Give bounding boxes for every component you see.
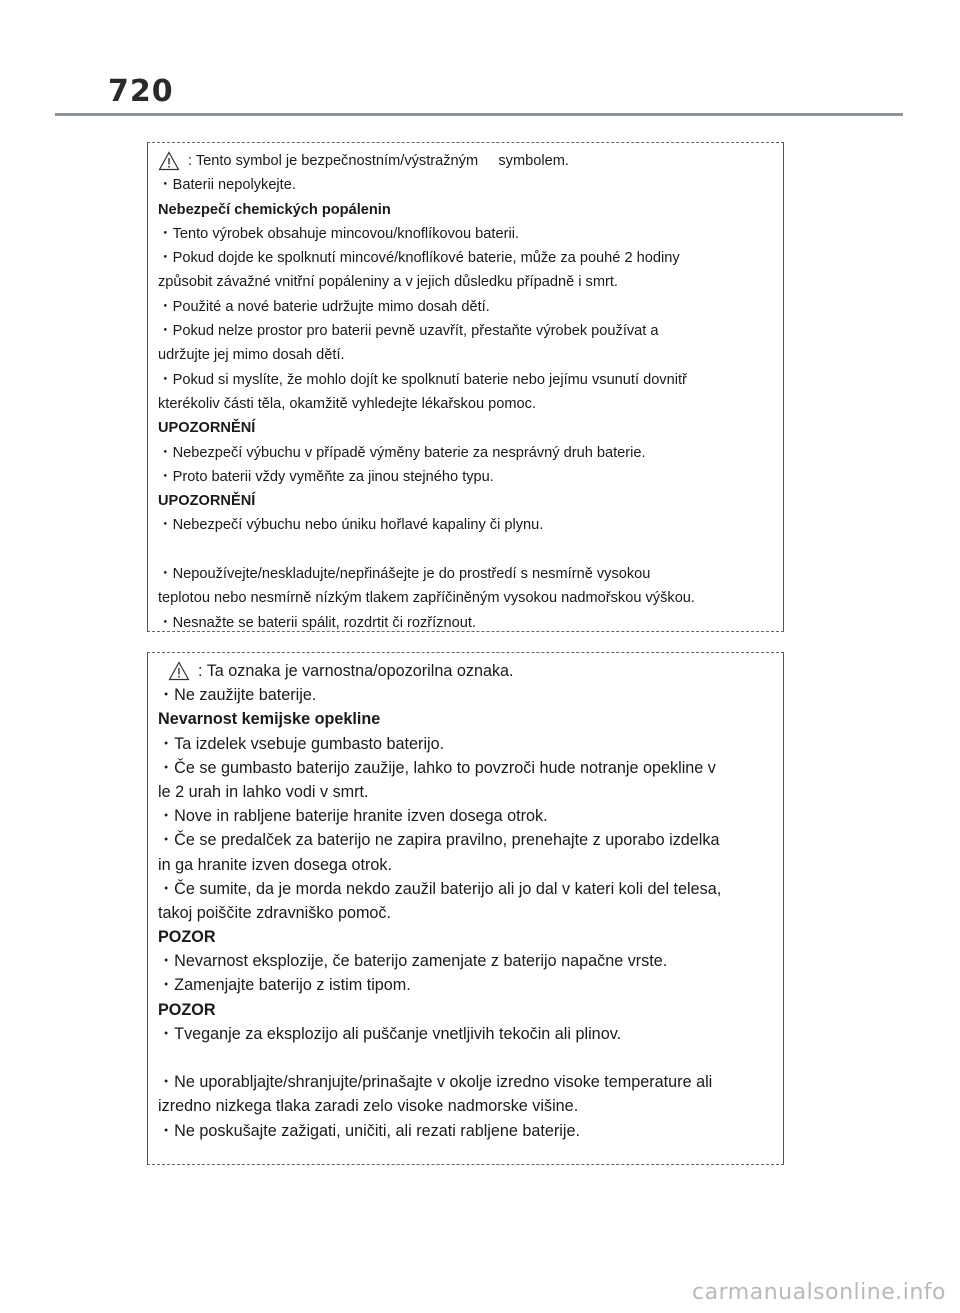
warning-symbol-text: : Tento symbol je bezpečnostním/výstražným symbolem. bbox=[188, 153, 569, 169]
text-line: ・Pokud dojde ke spolknutí mincové/knoflíkové baterie, může za pouhé 2 hodiny bbox=[158, 250, 680, 267]
warning-symbol-line bbox=[158, 149, 773, 173]
text-line: ・Použité a nové baterie udržujte mimo dosah dětí. bbox=[158, 298, 490, 315]
text-line: ・Če se predalček za baterijo ne zapira pravilno, prenehajte z uporabo izdelka bbox=[158, 831, 720, 850]
text-line: způsobit závažné vnitřní popáleniny a v jejich důsledku případně i smrt. bbox=[158, 274, 618, 291]
text-line: udržujte jej mimo dosah dětí. bbox=[158, 347, 345, 364]
czech-lines bbox=[158, 173, 773, 635]
text-line: ・Tveganje za eksplozijo ali puščanje vnetljivih tekočin ali plinov. bbox=[158, 1024, 622, 1043]
section-heading: UPOZORNĚNÍ bbox=[158, 420, 256, 437]
blank-line bbox=[158, 538, 773, 562]
watermark: carmanualsonline.info bbox=[692, 1280, 946, 1305]
text-line: ・Ta izdelek vsebuje gumbasto baterijo. bbox=[158, 734, 445, 753]
text-line: ・Nove in rabljene baterije hranite izven dosega otrok. bbox=[158, 807, 548, 826]
header-rule bbox=[55, 113, 903, 116]
slovene-lines bbox=[158, 683, 773, 1143]
warning-triangle-icon bbox=[168, 661, 190, 681]
text-line: ・Baterii nepolykejte. bbox=[158, 177, 296, 194]
text-line: izredno nizkega tlaka zaradi zelo visoke nadmorske višine. bbox=[158, 1097, 579, 1116]
text-line: ・Zamenjajte baterijo z istim tipom. bbox=[158, 976, 411, 995]
text-line: ・Nebezpečí výbuchu v případě výměny baterie za nesprávný druh baterie. bbox=[158, 444, 646, 461]
text-line: le 2 urah in lahko vodi v smrt. bbox=[158, 782, 369, 801]
text-line: in ga hranite izven dosega otrok. bbox=[158, 855, 392, 874]
section-heading: UPOZORNĚNÍ bbox=[158, 493, 256, 510]
warning-symbol-line bbox=[158, 659, 773, 683]
text-line: ・Pokud nelze prostor pro baterii pevně uzavřít, přestaňte výrobek používat a bbox=[158, 323, 659, 340]
text-line: ・Pokud si myslíte, že mohlo dojít ke spolknutí baterie nebo jejímu vsunutí dovnitř bbox=[158, 371, 687, 388]
section-heading: Nevarnost kemijske opekline bbox=[158, 710, 381, 729]
text-line: ・Ne uporabljajte/shranjujte/prinašajte v okolje izredno visoke temperature ali bbox=[158, 1073, 713, 1092]
warning-triangle-icon bbox=[158, 151, 180, 171]
text-line: ・Nebezpečí výbuchu nebo úniku hořlavé kapaliny či plynu. bbox=[158, 517, 544, 534]
section-heading: POZOR bbox=[158, 1000, 216, 1019]
text-line: ・Nevarnost eksplozije, če baterijo zamenjate z baterijo napačne vrste. bbox=[158, 952, 668, 971]
section-heading: POZOR bbox=[158, 928, 216, 947]
warning-symbol-text: : Ta oznaka je varnostna/opozorilna oznaka. bbox=[198, 662, 514, 680]
page-number: 720 bbox=[108, 74, 174, 109]
text-line: ・Tento výrobek obsahuje mincovou/knoflíkovou baterii. bbox=[158, 225, 519, 242]
text-line: kterékoliv části těla, okamžitě vyhledejte lékařskou pomoc. bbox=[158, 395, 536, 412]
czech-warning-box bbox=[147, 142, 784, 632]
text-line: ・Proto baterii vždy vyměňte za jinou stejného typu. bbox=[158, 468, 494, 485]
text-line: ・Če sumite, da je morda nekdo zaužil baterijo ali jo dal v kateri koli del telesa, bbox=[158, 879, 722, 898]
text-line: ・Nesnažte se baterii spálit, rozdrtit či rozříznout. bbox=[158, 614, 476, 631]
text-line: ・Ne poskušajte zažigati, uničiti, ali rezati rabljene baterije. bbox=[158, 1121, 580, 1140]
blank-line bbox=[158, 1046, 773, 1070]
slovene-warning-box bbox=[147, 652, 784, 1165]
text-line: teplotou nebo nesmírně nízkým tlakem zapříčiněným vysokou nadmořskou výškou. bbox=[158, 590, 695, 607]
text-line: ・Če se gumbasto baterijo zaužije, lahko to povzroči hude notranje opekline v bbox=[158, 758, 716, 777]
text-line: takoj poiščite zdravniško pomoč. bbox=[158, 903, 392, 922]
text-line: ・Ne zaužijte baterije. bbox=[158, 686, 317, 705]
text-line: ・Nepoužívejte/neskladujte/nepřinášejte je do prostředí s nesmírně vysokou bbox=[158, 566, 651, 583]
section-heading: Nebezpečí chemických popálenin bbox=[158, 201, 391, 218]
